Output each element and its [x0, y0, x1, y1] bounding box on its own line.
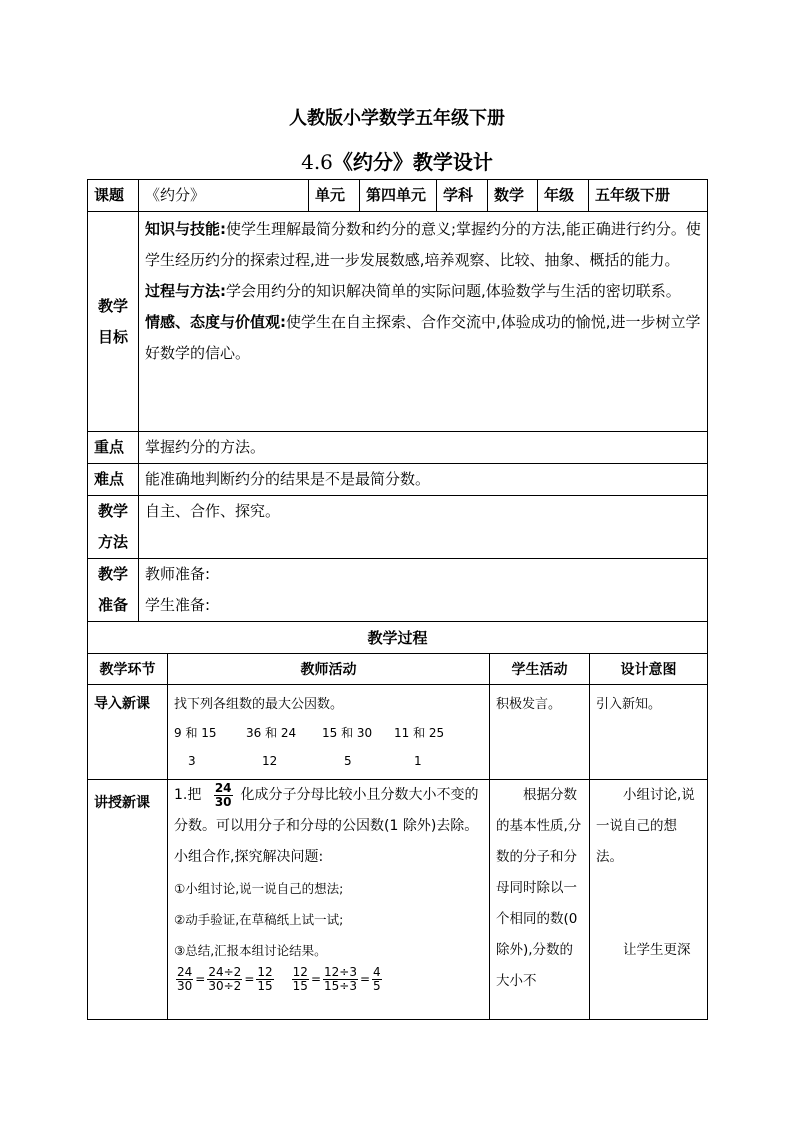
pair-item: 11 和 25	[394, 726, 445, 740]
prep-label	[88, 559, 139, 622]
col-teacher: 教师活动	[168, 654, 490, 685]
col-student: 学生活动	[490, 654, 590, 685]
goal-process	[145, 276, 701, 307]
section-number: 4.6	[301, 150, 333, 174]
lecture-intent	[590, 780, 708, 1020]
eq-numerator: 24	[177, 965, 193, 979]
intro-answers	[174, 754, 483, 768]
eq-denominator: 30	[177, 979, 193, 993]
method-text: 自主、合作、探究。	[139, 496, 708, 559]
reduction-equation	[174, 966, 483, 993]
eq-fraction	[292, 966, 309, 993]
equals-sign: =	[310, 972, 321, 986]
goals-label	[88, 212, 139, 432]
prep-content	[139, 559, 708, 622]
eq-fraction	[372, 966, 382, 993]
intro-teacher	[168, 685, 490, 780]
lecture-intent-2: 让学生更深	[623, 942, 691, 958]
fraction-denominator: 30	[214, 794, 232, 809]
goal-process-text: 学会用约分的知识解决简单的实际问题,体验数学与生活的密切联系。	[226, 282, 681, 300]
col-stage: 教学环节	[88, 654, 168, 685]
prep-teacher: 教师准备:	[145, 565, 211, 583]
method-label-1: 教学	[97, 502, 128, 520]
fraction-24-30	[214, 782, 233, 809]
lesson-info-table	[87, 179, 708, 622]
pair-item: 9 和 15	[174, 726, 217, 740]
key-point-text: 掌握约分的方法。	[139, 432, 708, 464]
eq-denominator: 15	[292, 979, 308, 993]
lecture-stage: 讲授新课	[88, 780, 168, 1020]
prep-label-1: 教学	[97, 565, 128, 583]
intro-intent: 引入新知。	[590, 685, 708, 780]
eq-fraction	[207, 966, 242, 993]
prep-student: 学生准备:	[145, 596, 211, 614]
eq-denominator: 30÷2	[208, 979, 242, 993]
lecture-teacher	[168, 780, 490, 1020]
goals-content	[139, 212, 708, 432]
prep-label-2: 准备	[97, 596, 128, 614]
teaching-process-table	[87, 621, 708, 1020]
key-point-label: 重点	[88, 432, 139, 464]
document-title: 人教版小学数学五年级下册	[289, 108, 505, 129]
eq-denominator: 5	[373, 979, 381, 993]
difficulty-label: 难点	[88, 464, 139, 496]
col-intent: 设计意图	[590, 654, 708, 685]
goal-knowledge-text: 使学生理解最简分数和约分的意义;掌握约分的方法,能正确进行约分。使学生经历约分的探索过程,进一步发展数感,培养观察、比较、抽象、概括的能力。	[145, 220, 701, 269]
topic-value: 《约分》	[139, 180, 309, 212]
process-title: 教学过程	[88, 622, 708, 654]
eq-fraction	[256, 966, 273, 993]
lecture-line1	[174, 780, 483, 842]
goals-label-1: 教学	[97, 296, 128, 315]
goal-knowledge-title: 知识与技能:	[145, 220, 226, 238]
fraction-numerator: 24	[214, 780, 232, 795]
lecture-student: 根据分数的基本性质,分数的分子和分母同时除以一个相同的数(0 除外),分数的大小不	[490, 780, 590, 1020]
goal-process-title: 过程与方法:	[145, 282, 226, 300]
unit-value: 第四单元	[360, 180, 437, 212]
document-subtitle	[0, 146, 794, 175]
pair-item: 36 和 24	[246, 726, 297, 740]
goals-label-2: 目标	[97, 327, 128, 346]
goal-knowledge	[145, 214, 701, 276]
intro-pairs	[174, 724, 483, 741]
eq-numerator: 24÷2	[208, 965, 242, 979]
grade-label: 年级	[538, 180, 589, 212]
goal-emotion-title: 情感、态度与价值观:	[145, 313, 286, 331]
eq-numerator: 4	[373, 965, 381, 979]
lecture-line2: 小组合作,探究解决问题:	[174, 849, 324, 865]
pair-item: 15 和 30	[322, 726, 373, 740]
answer-item: 12	[262, 754, 278, 768]
lecture-step1: ①小组讨论,说一说自己的想法;	[174, 881, 344, 896]
method-label	[88, 496, 139, 559]
lecture-intent-1: 小组讨论,说一说自己的想法。	[596, 787, 695, 865]
subtitle-text: 《约分》教学设计	[332, 150, 493, 174]
answer-item: 1	[414, 754, 422, 768]
lecture-line1-pre: 1.把	[174, 787, 202, 803]
topic-label: 课题	[88, 180, 139, 212]
answer-item: 3	[188, 754, 196, 768]
method-label-2: 方法	[97, 533, 128, 551]
grade-value: 五年级下册	[589, 180, 708, 212]
intro-instruction: 找下列各组数的最大公因数。	[174, 697, 344, 712]
lecture-line1-post: 化成分子分母比较小且分数大小不变的分数。可以用分子和分母的公因数(1 除外)去除。	[174, 787, 479, 834]
eq-denominator: 15	[257, 979, 273, 993]
eq-denominator: 15÷3	[324, 979, 357, 993]
goal-emotion	[145, 307, 701, 369]
lecture-step2: ②动手验证,在草稿纸上试一试;	[174, 912, 344, 927]
eq-numerator: 12÷3	[324, 965, 357, 979]
unit-label: 单元	[309, 180, 360, 212]
eq-fraction	[176, 966, 193, 993]
subject-label: 学科	[437, 180, 488, 212]
goal-emotion-text: 使学生在自主探索、合作交流中,体验成功的愉悦,进一步树立学好数学的信心。	[145, 313, 701, 362]
eq-numerator: 12	[292, 965, 308, 979]
intro-student: 积极发言。	[490, 685, 590, 780]
subject-value: 数学	[488, 180, 538, 212]
equals-sign: =	[195, 972, 206, 986]
eq-fraction	[323, 966, 358, 993]
intro-stage: 导入新课	[88, 685, 168, 780]
eq-numerator: 12	[257, 965, 273, 979]
answer-item: 5	[344, 754, 352, 768]
lecture-step3: ③总结,汇报本组讨论结果。	[174, 943, 327, 958]
equals-sign: =	[359, 972, 371, 986]
difficulty-text: 能准确地判断约分的结果是不是最简分数。	[139, 464, 708, 496]
equals-sign: =	[244, 972, 255, 986]
